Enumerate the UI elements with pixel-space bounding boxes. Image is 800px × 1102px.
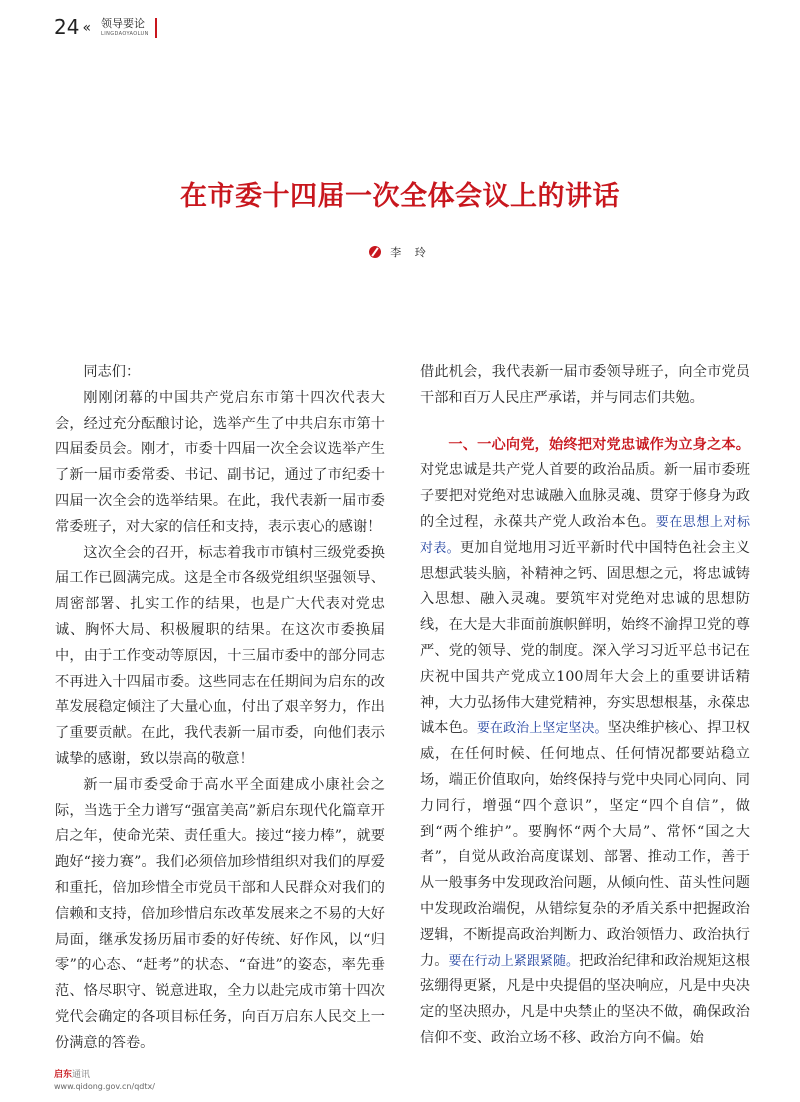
page-footer (54, 1070, 155, 1092)
author-line (0, 244, 800, 260)
emphasis-text: 要在思想上对标对表。 (420, 514, 750, 556)
emphasis-text: 要在政治上坚定坚决。 (476, 721, 608, 737)
section-heading: 一、一心向党，始终把对党忠诚作为立身之本。 (448, 436, 750, 453)
page-number: 24 (54, 15, 80, 39)
body-text: 坚决维护核心、捍卫权威，在任何时候、任何地点、任何情况都要站稳立场，端正价值取向，始终保持与党中央同心同向、同力同行，增强“四个意识”，坚定“四个自信”，做到“两个维护”。要胸怀“两个大局”、常怀“国之大者”，自觉从政治高度谋划、部署、推动工作，善于从一般事务中发现政治问题，从倾向性、苗头性问题中发现政治端倪，从错综复杂的矛盾关系中把握政治逻辑，不断提高政治判断力、政治领悟力、政治执行力。 (420, 720, 750, 969)
chevron-icon: « (82, 20, 92, 36)
paragraph: 这次全会的召开，标志着我市市镇村三级党委换届工作已圆满完成。这是全市各级党组织坚强领导、周密部署、扎实工作的结果，也是广大代表对党忠诚、胸怀大局、积极履职的结果。在这次市委换届中，由于工作变动等原因，十三届市委中的部分同志不再进入十四届市委。这些同志在任期间为启东的改革发展稳定倾注了大量心血，付出了艰辛努力，作出了重要贡献。在此，我代表新一届市委，向他们表示诚挚的感谢，致以崇高的敬意！ (55, 544, 385, 767)
section-pinyin: LINGDAOYAOLUN (101, 31, 149, 37)
footer-brand (54, 1070, 155, 1081)
page-header (54, 14, 157, 38)
author-name: 李 玲 (390, 246, 431, 259)
column-right (420, 360, 750, 1052)
article-title: 在市委十四届一次全体会议上的讲话 (180, 181, 620, 212)
paragraph: 新一届市委受命于高水平全面建成小康社会之际，当选于全力谱写“强富美高”新启东现代化篇章开启之年，使命光荣、责任重大。接过“接力棒”，就要跑好“接力赛”。我们必须倍加珍惜组织对我们的厚爱和重托，倍加珍惜全市党员干部和人民群众对我们的信赖和支持，倍加珍惜启东改革发展来之不易的大好局面，继承发扬历届市委的好传统、好作风，以“归零”的心态、“赶考”的状态、“奋进”的姿态，率先垂范、恪尽职守、锐意进取，全力以赴完成市第十四次党代会确定的各项目标任务，向百万启东人民交上一份满意的答卷。 (55, 776, 385, 1051)
section-paragraph (420, 433, 750, 1052)
paragraph: 刚刚闭幕的中国共产党启东市第十四次代表大会，经过充分酝酿讨论，选举产生了中共启东市第十四届委员会。刚才，市委十四届一次全会议选举产生了新一届市委常委、书记、副书记，通过了市纪委十四届一次全会的选举结果。在此，我代表新一届市委常委班子，对大家的信任和支持，表示衷心的感谢！ (55, 389, 385, 535)
body-text: 把政治纪律和政治规矩这根弦绷得更紧，凡是中央提倡的坚决响应，凡是中央决定的坚决照办，凡是中央禁止的坚决不做，确保政治信仰不变、政治立场不移、政治方向不偏。始 (420, 952, 750, 1046)
pen-icon (369, 246, 381, 258)
footer-brand-grey: 通讯 (72, 1070, 91, 1080)
section-label (101, 18, 149, 38)
emphasis-text: 要在行动上紧跟紧随。 (448, 953, 580, 969)
section-title: 领导要论 (101, 17, 146, 30)
body-text: 对党忠诚是共产党人首要的政治品质。新一届市委班子要把对党绝对忠诚融入血脉灵魂、贯穿于修身为政的全过程，永葆共产党人政治本色。 (420, 462, 750, 530)
footer-brand-red: 启东 (54, 1070, 73, 1080)
salutation: 同志们： (83, 364, 141, 380)
header-divider (155, 18, 157, 38)
paragraph-gap (420, 412, 750, 433)
footer-url: www.qidong.gov.cn/qdtx/ (54, 1082, 155, 1091)
column-left (55, 360, 385, 1057)
body-text: 更加自觉地用习近平新时代中国特色社会主义思想武装头脑，补精神之钙、固思想之元，将忠诚铸入思想、融入灵魂。要筑牢对党绝对忠诚的思想防线，在大是大非面前旗帜鲜明，始终不渝捍卫党的尊严、党的领导、党的制度。深入学习习近平总书记在庆祝中国共产党成立100周年大会上的重要讲话精神，大力弘扬伟大建党精神，夯实思想根基，永葆忠诚本色。 (420, 539, 750, 737)
paragraph: 借此机会，我代表新一届市委领导班子，向全市党员干部和百万人民庄严承诺，并与同志们共勉。 (420, 364, 750, 406)
